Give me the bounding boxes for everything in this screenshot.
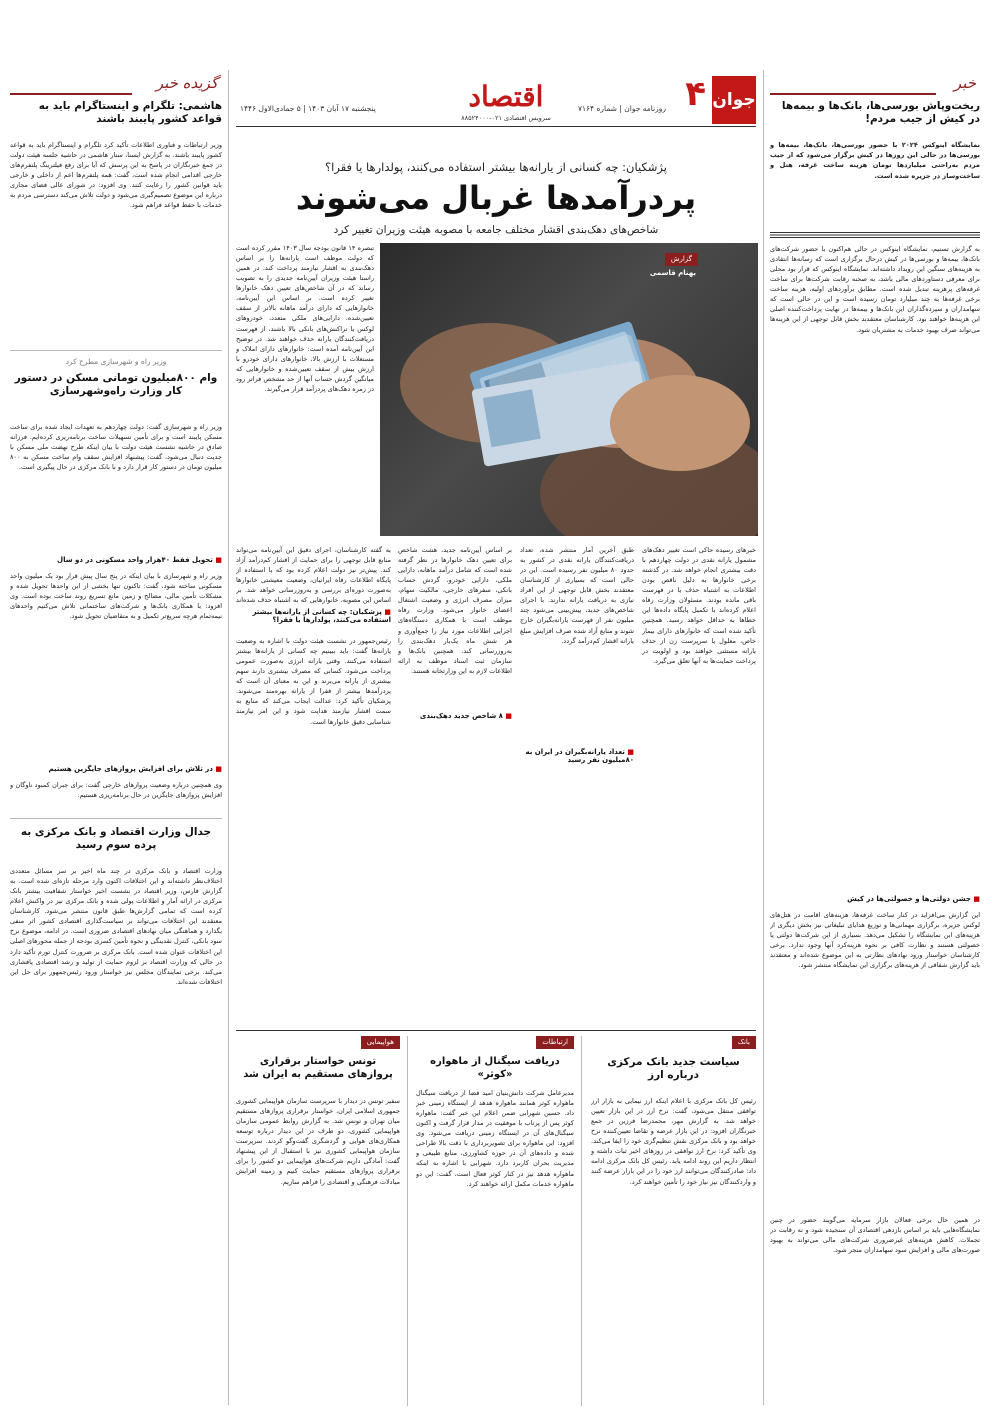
left-story1-headline: هاشمی: تلگرام و اینستاگرام باید به قواعد کشور پایبند باشند xyxy=(38,100,222,126)
issue-line: روزنامه جوان | شماره ۷۱۶۴ xyxy=(577,104,666,113)
left-story2-body-b: وزیر راه و شهرسازی با بیان اینکه در پنج سال پیش قرار بود یک میلیون واحد مسکونی ساخته شود، گفت: تاکنون تنها بخشی از این واحدها تحویل شده و مشکلات تأمین مالی، مصالح و زمین مانع تسریع روند ساخت بوده است. وی افزود: با همکاری بانک‌ها و شرکت‌های ساختمانی تلاش می‌کنیم واحدهای نیمه‌تمام هرچه سریع‌تر تکمیل و به متقاضیان تحویل شود. xyxy=(10,572,222,621)
bottom-box-air-body: سفیر تونس در دیدار با سرپرست سازمان هواپیمایی کشوری جمهوری اسلامی ایران، خواستار برقراری پروازهای مستقیم میان تهران و تونس شد. به گزارش روابط عمومی سازمان هواپیمایی کشوری، دو طرف در این دیدار درباره توسعه همکاری‌های هوایی و گردشگری گفت‌وگو کردند. سرپرست سازمان هواپیمایی کشوری نیز با استقبال از این پیشنهاد گفت: آمادگی داریم شرکت‌های هواپیمایی دو کشور را برای برقراری پروازهای مستقیم حمایت کنیم و زمینه افزایش مبادلات فرهنگی و اقتصادی را فراهم سازیم. xyxy=(236,1097,400,1186)
right-body3: در همین حال برخی فعالان بازار سرمایه می‌گویند حضور در چنین نمایشگاه‌هایی باید بر اساس بازدهی اقتصادی آن سنجیده شود و نه رقابت در تجملات. کاهش هزینه‌های غیرضروری شرکت‌های مالی می‌تواند به بهبود صورت‌های مالی و افزایش سود سهامداران منجر شود. xyxy=(770,1216,980,1255)
report-tag xyxy=(665,253,698,266)
bottom-box-bank xyxy=(591,1036,756,1406)
right-subhead-text: جشن دولتی‌ها و خصولتی‌ها در کیش xyxy=(847,895,971,903)
main-subhead-c: ■ تعداد یارانه‌بگیران در ایران به ۸۰میلیون نفر رسید xyxy=(525,748,634,764)
bottom-box-bank-tag xyxy=(732,1036,756,1049)
right-subhead: ■ جشن دولتی‌ها و خصولتی‌ها در کیش xyxy=(847,895,980,903)
main-subhead-a-text: پزشکیان: چه کسانی از یارانه‌ها بیشتر استفاده می‌کنند، پولدارها یا فقرا؟ xyxy=(252,608,391,624)
main-kicker: پژشکیان: چه کسانی از یارانه‌ها بیشتر استفاده می‌کنند، پولدارها یا فقرا؟ xyxy=(325,160,667,174)
main-subhead-c-text: تعداد یارانه‌بگیران در ایران به ۸۰میلیون نفر رسید xyxy=(525,748,634,764)
bottom-box-comm-tag-text: ارتباطات xyxy=(542,1038,568,1046)
left-story2-body-c: وی همچنین درباره وضعیت پروازهای خارجی گفت: برای جبران کمبود ناوگان و افزایش پروازهای جایگزین در حال برنامه‌ریزی هستیم. xyxy=(10,781,222,800)
main-col-c: رئیس‌جمهور در نشست هیئت دولت با اشاره به وضعیت یارانه‌ها گفت: باید ببینیم چه کسانی از یارانه‌ها بیشتر استفاده می‌کنند. وقتی یارانه انرژی به‌صورت عمومی پرداخت می‌شود، کسانی که مصرف بیشتری دارند سهم بیشتری از یارانه می‌برند و این به معنای آن است که پردرآمدها بیشتر از فقرا از یارانه بهره‌مند می‌شوند. پزشکیان تأکید کرد: عدالت ایجاب می‌کند که منابع به سمت اقشار نیازمند هدایت شود و این امر نیازمند شناسایی دقیق خانوارها است. xyxy=(236,637,391,726)
main-subhead: شاخص‌های دهک‌بندی اقشار مختلف جامعه با مصوبه هیئت وزیران تغییر کرد xyxy=(333,224,659,236)
left-story2-headline: وام ۸۰۰میلیون تومانی مسکن در دستور کار وزارت راه‌وشهرسازی xyxy=(14,372,218,398)
bottom-box-air-tag-text: هواپیمایی xyxy=(366,1038,394,1046)
main-col-e: طبق آخرین آمار منتشر شده، تعداد دریافت‌کنندگان یارانه نقدی در کشور به حدود ۸۰ میلیون نفر رسیده است. این در حالی است که بسیاری از کارشناسان معتقدند بخش قابل توجهی از این افراد نیازی به دریافت یارانه ندارند. با اجرای شاخص‌های جدید، پیش‌بینی می‌شود چند میلیون نفر از فهرست یارانه‌بگیران خارج شوند و منابع آزاد شده صرف افزایش مبلغ یارانه اقشار کم‌درآمد گردد. xyxy=(520,546,634,645)
right-headline: ریخت‌وپاش بورسی‌ها، بانک‌ها و بیمه‌ها در کیش از جیب مردم! xyxy=(781,100,980,126)
right-body: به گزارش تسنیم، نمایشگاه اینوکس در حالی هم‌اکنون با حضور شرکت‌های بانک‌ها، بیمه‌ها و بورسی‌ها در کیش درحال برگزاری است که رسانه‌ها انتقادی به هزینه‌های سنگین این رویداد داشته‌اند. نمایشگاه اینوکس که قرار بود محلی برای معرفی دستاوردهای مالی باشد، به صحنه رقابت شرکت‌ها برای ساخت غرفه‌های پرهزینه تبدیل شده است. مطابق برآوردهای اولیه، هزینه ساخت برخی غرفه‌ها به چند میلیارد تومان رسیده است و این در حالی است که سهامداران و سپرده‌گذاران این بانک‌ها و بیمه‌ها در نهایت پرداخت‌کننده اصلی این هزینه‌ها خواهند بود. کارشناسان معتقدند بخش قابل توجهی از این هزینه‌ها می‌تواند صرف بهبود خدمات به مشتریان شود. xyxy=(770,245,980,334)
main-col-a: تبصره ۱۴ قانون بودجه سال ۱۴۰۳ مقرر کرده است که دولت موظف است یارانه‌ها را بر اساس دهک‌بندی به اقشار نیازمند پرداخت کند. در همین راستا هیئت وزیران آیین‌نامه جدیدی را به تصویب رساند که در آن شاخص‌های تعیین دهک خانوارها تغییر کرده است. بر اساس این آیین‌نامه، خانوارهایی که دارای درآمد ماهانه بالاتر از سقف تعیین‌شده، دارایی‌های ملکی متعدد، خودروهای لوکس یا تراکنش‌های بانکی بالا باشند، از فهرست دریافت‌کنندگان یارانه حذف خواهند شد. در توضیح این آیین‌نامه آمده است: خانوارهای دارای املاک و مستغلات با ارزش بالا، خانوارهای دارای خودرو با ارزش بیش از سقف تعیین‌شده و خانوارهایی که میانگین گردش حساب آنها از حد مشخص فراتر رود در زمره دهک‌های پردرآمد قرار می‌گیرند. xyxy=(236,244,374,393)
left-subhead2-text: در تلاش برای افزایش پروازهای جایگزین هستیم xyxy=(48,765,213,773)
left-story3-headline: جدال وزارت اقتصاد و بانک مرکزی به پرده سوم رسید xyxy=(20,826,212,852)
bottom-box-bank-tag-text: بانک xyxy=(737,1038,750,1046)
left-story2-body: وزیر راه و شهرسازی گفت: دولت چهاردهم به تعهدات ایجاد شده برای ساخت مسکن پایبند است و برای تأمین تسهیلات ساخت برنامه‌ریزی کرده‌ایم. فرزانه صادق در حاشیه نشست هیئت دولت با بیان اینکه طرح نهضت ملی مسکن با جدیت دنبال می‌شود، گفت: پیشنهاد افزایش سقف وام ساخت مسکن به ۸۰۰ میلیون تومان در دستور کار قرار دارد و با بانک مرکزی در حال پیگیری است. xyxy=(10,423,222,472)
page-number: ۴ xyxy=(685,74,706,114)
main-photo xyxy=(380,243,758,536)
right-column xyxy=(767,0,981,1417)
bottom-boxes xyxy=(236,1036,756,1406)
bottom-box-air-tag xyxy=(361,1036,400,1049)
report-tag-text: گزارش xyxy=(670,255,692,263)
date-line: پنجشنبه ۱۷ آبان ۱۴۰۳ | ۵ جمادی‌الاول ۱۴۴۶ xyxy=(240,104,376,113)
section-title: اقتصاد xyxy=(468,80,544,113)
left-tag-text: گزیده خبر xyxy=(155,74,218,92)
left-story2-subhead1: ■ تحویل فقط ۴۰هزار واحد مسکونی در دو سال xyxy=(57,556,222,564)
left-story2-subhead2: ■ در تلاش برای افزایش پروازهای جایگزین هستیم xyxy=(48,765,222,773)
main-headline: پردرآمدها غربال می‌شوند xyxy=(295,179,697,217)
paper-logo xyxy=(712,76,756,124)
bottom-box-comm-headline: دریافت سیگنال از ماهواره «کوثر» xyxy=(430,1056,560,1080)
right-lead: نمایشگاه اینوکس ۲۰۲۴ با حضور بورسی‌ها، بانک‌ها، بیمه‌ها و بورسی‌ها در حالی این روزها در کیش برگزار می‌شود که از جیب مردم به‌راحتی میلیاردها تومان هزینه ساخت غرفه، هتل و ساخت‌وساز در جزیره شده است. xyxy=(767,141,981,180)
right-tag-text: خبر xyxy=(953,74,976,92)
desk-line: سرویس اقتصادی ۰۲۱-۸۸۵۲۴۰۰۰ xyxy=(461,114,551,122)
bottom-box-air xyxy=(236,1036,400,1406)
left-story3-body: وزارت اقتصاد و بانک مرکزی در چند ماه اخیر بر سر مسائل متعددی اختلاف‌نظر داشته‌اند و این اختلافات اکنون وارد مرحله تازه‌ای شده است. به گزارش فارس، وزیر اقتصاد در نشست اخیر خواستار شفافیت بیشتر بانک مرکزی در ارائه آمار و اطلاعات پولی شده و بانک مرکزی نیز در واکنش اعلام کرده است که تمامی گزارش‌ها طبق قانون منتشر می‌شود. کارشناسان معتقدند این اختلافات می‌تواند بر سیاست‌گذاری اقتصادی کشور اثر منفی بگذارد و هماهنگی میان نهادهای اقتصادی ضروری است. در ادامه، موضوع نرخ سود بانکی، کنترل نقدینگی و نحوه تأمین کسری بودجه از جمله محورهای اصلی این اختلافات عنوان شده است. بانک مرکزی بر ضرورت کنترل تورم تأکید دارد در حالی که وزارت اقتصاد بر لزوم حمایت از تولید و رشد اقتصادی پافشاری می‌کند. برخی نمایندگان مجلس نیز خواستار ورود رئیس‌جمهور برای حل این اختلافات شده‌اند. xyxy=(10,867,222,986)
left-story1-body: وزیر ارتباطات و فناوری اطلاعات تأکید کرد تلگرام و اینستاگرام باید به قواعد کشور پایبند باشند. به گزارش ایسنا، ستار هاشمی در حاشیه جلسه هیئت دولت در جمع خبرنگاران در پاسخ به این پرسش که آیا برای رفع فیلترینگ پلتفرم‌های خارجی اقدامی انجام شده است، گفت: همه پلتفرم‌ها اعم از داخلی و خارجی باید قوانین کشور را رعایت کنند. وی افزود: در شورای عالی فضای مجازی درباره این موضوع تصمیم‌گیری می‌شود و دولت تلاش می‌کند دسترسی مردم به خدمات با حفظ قواعد فراهم شود. xyxy=(10,141,222,210)
left-story2-tag: وزیر راه و شهرسازی مطرح کرد xyxy=(65,357,167,366)
paper-logo-text: جوان xyxy=(712,90,756,110)
main-col-d: بر اساس آیین‌نامه جدید، هشت شاخص برای تعیین دهک خانوارها در نظر گرفته شده است که شامل درآمد ماهانه، دارایی ملکی، دارایی خودرو، گردش حساب بانکی، سفرهای خارجی، مالکیت سهام، میزان مصرف انرژی و وضعیت اشتغال اعضای خانوار می‌شود. وزارت رفاه موظف است با همکاری دستگاه‌های اجرایی اطلاعات مورد نیاز را جمع‌آوری و هر شش ماه یک‌بار دهک‌بندی را به‌روزرسانی کند. همچنین بانک‌ها و سازمان ثبت اسناد موظف به ارائه اطلاعات لازم به این وزارتخانه هستند. xyxy=(398,546,512,675)
left-subhead1-text: تحویل فقط ۴۰هزار واحد مسکونی در دو سال xyxy=(57,556,213,564)
bottom-box-air-headline: تونس خواستار برقراری پروازهای مستقیم به ایران شد xyxy=(243,1056,393,1080)
left-section-tag xyxy=(10,74,222,98)
bottom-box-comm xyxy=(416,1036,574,1406)
main-col-b: به گفته کارشناسان، اجرای دقیق این آیین‌نامه می‌تواند منابع قابل توجهی را برای حمایت از اقشار کم‌درآمد آزاد کند. پیش‌تر نیز دولت اعلام کرده بود که با استفاده از پایگاه اطلاعات رفاه ایرانیان، وضعیت معیشتی خانوارها به‌صورت دوره‌ای بررسی و به‌روزرسانی خواهد شد. بر اساس این مصوبه، خانوارهایی که به اشتباه حذف شده‌اند xyxy=(236,546,391,605)
main-subhead-b-text: ۸ شاخص جدید دهک‌بندی xyxy=(419,712,503,720)
right-body2: این گزارش می‌افزاید در کنار ساخت غرفه‌ها، هزینه‌های اقامت در هتل‌های لوکس جزیره، برگزاری مهمانی‌ها و توزیع هدایای تبلیغاتی نیز بخش دیگری از هزینه‌های این نمایشگاه را تشکیل می‌دهد. بسیاری از این شرکت‌ها دولتی یا خصولتی هستند و نظارت کافی بر نحوه هزینه‌کرد آنها وجود ندارد. برخی کارشناسان خواستار ورود نهادهای نظارتی به این موضوع شده‌اند و معتقدند باید گزارش شفافی از هزینه‌های برگزاری این نمایشگاه منتشر شود. xyxy=(770,911,980,970)
right-section-tag xyxy=(770,74,980,98)
bottom-box-comm-tag xyxy=(536,1036,574,1049)
bottom-box-comm-body: مدیرعامل شرکت دانش‌بنیان امید فضا از دریافت سیگنال ماهواره کوثر همانند ماهواره هدهد از ایستگاه زمینی خبر داد. حسین شهرابی ضمن اعلام این خبر گفت: ماهواره کوثر پس از پرتاب با موفقیت در مدار قرار گرفت و اکنون سیگنال‌های آن در ایستگاه زمینی دریافت می‌شود. وی افزود: این ماهواره برای تصویربرداری با دقت بالا طراحی شده و داده‌های آن در حوزه کشاورزی، منابع طبیعی و مدیریت بحران کاربرد دارد. شهرابی با اشاره به اینکه ماهواره هدهد نیز در کنار کوثر فعال است، گفت: این دو ماهواره خدمات مکمل ارائه خواهند کرد. xyxy=(416,1089,574,1188)
masthead xyxy=(236,70,756,124)
main-col-f: خبرهای رسیده حاکی است تغییر دهک‌های مشمول یارانه نقدی در دولت چهاردهم با دقت بیشتری انجام خواهد شد. در گذشته برخی خانوارها به دلیل ناقص بودن اطلاعات به اشتباه حذف یا در فهرست باقی مانده بودند. مسئولان وزارت رفاه اعلام کرده‌اند با تکمیل پایگاه داده‌ها این خطاها به حداقل خواهد رسید. همچنین تأکید شده است که خانوارهای دارای بیمار خاص، معلول یا سرپرست زن از حذف یارانه مستثنی خواهند بود و اولویت در پرداخت حمایت‌ها به آنها تعلق می‌گیرد. xyxy=(642,546,756,665)
author-label: بهنام قاسمی xyxy=(649,269,696,277)
bottom-box-bank-body: رئیس کل بانک مرکزی با اعلام اینکه ارز نیمایی به بازار ارز توافقی منتقل می‌شود، گفت: نرخ ارز در این بازار تعیین خواهد شد. به گزارش مهر، محمدرضا فرزین در جمع خبرنگاران افزود: در این بازار عرضه و تقاضا تعیین‌کننده نرخ خواهد بود و بانک مرکزی نقش تنظیم‌گری خود را ایفا می‌کند. وی تأکید کرد: نرخ ارز توافقی در روزهای اخیر ثبات داشته و انتظار داریم این روند ادامه یابد. رئیس کل بانک مرکزی ادامه داد: صادرکنندگان می‌توانند ارز خود را در این بازار عرضه کنند و واردکنندگان نیز نیاز خود را تأمین خواهند کرد. xyxy=(591,1097,756,1186)
left-column xyxy=(10,0,222,1417)
main-subhead-b: ■ ۸ شاخص جدید دهک‌بندی xyxy=(398,712,512,720)
banknote-hands-photo-icon xyxy=(380,243,758,536)
bottom-box-bank-headline: سیاست جدید بانک مرکزی درباره ارز xyxy=(607,1056,740,1082)
main-subhead-a: ■ پزشکیان: چه کسانی از یارانه‌ها بیشتر استفاده می‌کنند، پولدارها یا فقرا؟ xyxy=(252,608,391,624)
